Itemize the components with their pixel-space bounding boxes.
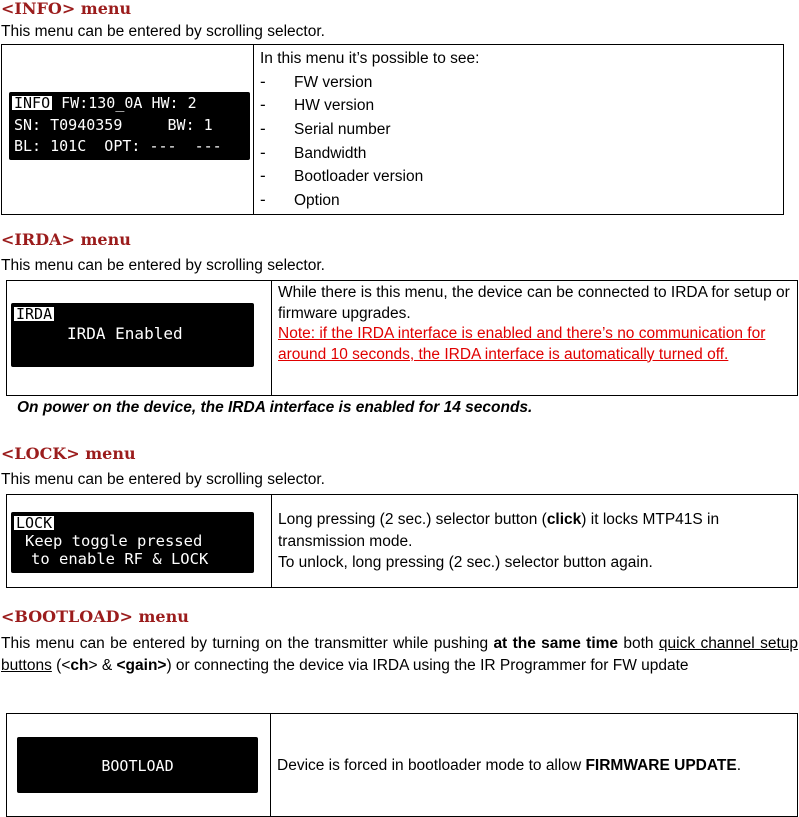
info-list-item <box>260 71 777 95</box>
bootload-paragraph <box>1 633 798 677</box>
lock-desc-part-b: ) it locks MTP41S in transmission mode. <box>278 511 720 550</box>
bootload-text-cell <box>271 714 797 816</box>
bootload-desc-b: . <box>736 757 742 774</box>
irda-intro: This menu can be entered by scrolling selector. <box>1 257 325 274</box>
lock-unlock-text: To unlock, long pressing (2 sec.) selector button again. <box>278 554 653 571</box>
bootload-text-c: (< <box>51 657 71 674</box>
irda-image-cell <box>7 281 272 395</box>
irda-lcd-tag: IRDA <box>16 305 53 323</box>
info-lead: In this menu it’s possible to see: <box>260 50 480 67</box>
info-text-cell <box>254 45 783 214</box>
info-table <box>1 44 784 215</box>
info-list-item-label: Option <box>294 192 340 210</box>
dash-bullet: - <box>260 71 266 91</box>
info-list-item <box>260 142 777 166</box>
bootload-gain: <gain> <box>116 657 167 674</box>
info-lcd-tag: INFO <box>14 94 51 112</box>
lock-image-cell <box>7 495 272 587</box>
bootload-text-e: ) or connecting the device via IRDA using the IR Programmer for FW update <box>166 657 689 674</box>
irda-footnote: On power on the device, the IRDA interface is enabled for 14 seconds. <box>17 399 533 416</box>
lock-heading: <LOCK> menu <box>1 444 136 463</box>
info-list-item <box>260 118 777 142</box>
bootload-text-d: > & <box>88 657 117 674</box>
lock-desc-click: click <box>546 511 582 528</box>
bootload-firmware-update: FIRMWARE UPDATE <box>585 757 737 774</box>
irda-table <box>6 280 798 396</box>
bootload-heading: <BOOTLOAD> menu <box>1 607 189 626</box>
irda-text-cell <box>272 281 797 395</box>
irda-note: Note: if the IRDA interface is enabled and there’s no communication for around 10 seconds, the IRDA interface is automatically turned off. <box>278 325 766 363</box>
lock-lcd-line2: to enable RF & LOCK <box>31 550 209 568</box>
bootload-quick-channel: quick channel setup buttons <box>1 635 799 674</box>
bootload-ch: ch <box>70 657 89 674</box>
bootload-desc-a: Device is forced in bootloader mode to allow <box>277 757 586 774</box>
bootload-same-time: at the same time <box>493 635 619 652</box>
lock-description <box>278 509 791 552</box>
info-heading: <INFO> menu <box>1 0 132 18</box>
irda-lcd-line: IRDA Enabled <box>67 324 183 343</box>
irda-lcd-screen <box>11 303 254 367</box>
info-lcd-screen <box>9 92 250 160</box>
lock-lcd-tag: LOCK <box>16 514 53 532</box>
lock-text-cell <box>272 495 797 587</box>
lock-lcd-screen <box>11 512 254 573</box>
info-list-item <box>260 189 777 213</box>
info-list-item-label: Bootloader version <box>294 168 424 186</box>
info-list-item-label: Bandwidth <box>294 144 367 162</box>
dash-bullet: - <box>260 166 266 186</box>
bootload-image-cell <box>7 714 271 816</box>
bootload-table <box>6 713 798 817</box>
dash-bullet: - <box>260 95 266 115</box>
info-list-item <box>260 165 777 189</box>
info-list-item <box>260 94 777 118</box>
info-lcd-line1: FW:130_0A HW: 2 <box>61 94 197 112</box>
info-intro: This menu can be entered by scrolling selector. <box>1 23 325 40</box>
bootload-lcd-line: BOOTLOAD <box>101 757 174 775</box>
info-image-cell <box>2 45 254 214</box>
irda-heading: <IRDA> menu <box>1 230 131 249</box>
lock-desc-part-a: Long pressing (2 sec.) selector button ( <box>278 511 547 528</box>
info-list-item-label: Serial number <box>294 120 391 138</box>
info-list-item-label: FW version <box>294 73 373 91</box>
info-lcd-line3: BL: 101C OPT: --- --- <box>14 137 222 155</box>
info-list-item-label: HW version <box>294 97 375 115</box>
lock-lcd-line1: Keep toggle pressed <box>25 532 203 550</box>
bootload-text-b: both <box>618 635 659 652</box>
bootload-text-a: This menu can be entered by turning on the transmitter while pushing <box>1 635 494 652</box>
info-feature-list <box>260 71 777 213</box>
lock-intro: This menu can be entered by scrolling selector. <box>1 471 325 488</box>
dash-bullet: - <box>260 118 266 138</box>
dash-bullet: - <box>260 142 266 162</box>
dash-bullet: - <box>260 190 266 210</box>
bootload-lcd-screen <box>17 737 258 793</box>
info-lcd-line2: SN: T0940359 BW: 1 <box>14 116 213 134</box>
irda-description: While there is this menu, the device can be connected to IRDA for setup or firmware upgrades. <box>278 284 790 322</box>
lock-table <box>6 494 798 588</box>
